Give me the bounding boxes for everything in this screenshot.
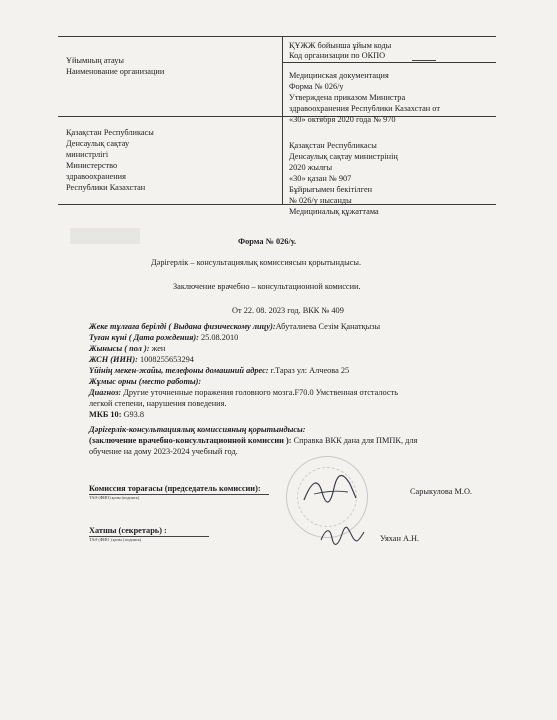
okpo-code-blank [412,60,436,61]
sex-label: Жынысы ( пол ): [89,344,150,353]
conclusion-value-2: обучение на дому 2023-2024 учебный год. [89,447,238,456]
ministry-ru-2: здравоохранения [66,172,126,181]
order-kz-3: 2020 жылғы [289,163,333,172]
workplace-row [89,377,201,387]
order-kz-5: Бұйрығымен бекітілген [289,185,373,194]
issued-to-value: Абуталиева Сезім Қанатқызы [275,322,381,331]
sex-row [89,344,165,354]
table-right-subdivider [282,62,496,63]
birth-date-value: 25.08.2010 [198,333,239,342]
order-kz-2: Денсаулық сақтау министрінің [289,152,398,161]
address-value: г.Тараз ул: Алчеова 25 [268,366,350,375]
form-title-ru: Заключение врачебно – консультационной комиссии. [173,282,361,291]
okpo-code-kz: ҚҰЖЖ бойынша ұйым коды [289,41,392,50]
diagnosis-value-1: Другие уточненные поражения головного мозга.F70.0 Умственная отсталость [121,388,398,397]
order-kz-1: Қазақстан Республикасы [289,141,377,150]
conclusion-row [89,436,417,446]
mkb-value: G93.8 [121,410,145,419]
ministry-kz-3: министрлігі [66,150,109,159]
ministry-kz-1: Қазақстан Республикасы [66,128,154,137]
conclusion-label-kz: Дәрігерлік-консультациялық комиссияның қорытындысы: [89,425,306,434]
chair-signature [300,470,360,510]
order-kz-6: № 026/у нысанды [289,196,352,205]
iin-row [89,355,194,365]
secretary-caption: ТАӘ (ФИО ) қолы ( подпись) [89,537,142,542]
conclusion-value-1: Справка ВКК дана для ПМПК, для [291,436,418,445]
chair-label: Комиссия торағасы (председатель комиссии): [89,484,261,493]
secretary-name: Уяхан А.Н. [380,534,420,543]
order-kz-4: «30» қазан № 907 [289,174,352,183]
faded-stamp-mark [70,228,140,244]
mkb-label: МКБ 10: [89,410,122,419]
med-doc-line-4: здравоохранения Республики Казахстан от [289,104,440,113]
chair-caption: ТАӘ (ФИО) қолы (подпись) [89,495,140,500]
table-bottom-border [58,204,496,205]
workplace-label: Жұмыс орны (место работы): [89,377,202,386]
order-kz-7: Медициналық құжаттама [289,207,379,216]
ministry-ru-1: Министерство [66,161,118,170]
table-middle-border [58,116,496,117]
birth-date-label: Туған күні ( Дата рождения): [89,333,199,342]
ministry-ru-3: Республики Казахстан [66,183,146,192]
diagnosis-row [89,388,398,398]
med-doc-line-5: «30» октября 2020 года № 970 [289,115,396,124]
org-name-ru: Наименование организации [66,67,165,76]
med-doc-line-1: Медицинская документация [289,71,389,80]
mkb-row [89,410,144,420]
okpo-code-ru: Код организации по ОКПО [289,51,386,60]
chair-name: Сарыкулова М.О. [410,487,473,496]
address-label: Үйінің мекен-жайы, телефоны домашний адрес: [89,366,269,375]
org-name-kz: Ұйымның атауы [66,56,124,65]
address-row [89,366,349,376]
iin-value: 1008255653294 [137,355,194,364]
sex-value: жен [149,344,166,353]
form-title-kz: Дәрігерлік – консультациялық комиссиясын қорытындысы. [151,258,362,267]
form-title: Форма № 026/у. [238,237,297,246]
ministry-kz-2: Денсаулық сақтау [66,139,130,148]
diagnosis-value-2: легкой степени, нарушения поведения. [89,399,227,408]
issued-to-row [89,322,380,332]
med-doc-line-3: Утверждена приказом Министра [289,93,406,102]
conclusion-label-ru: (заключение врачебно-консультационной комиссии ): [89,436,292,445]
diagnosis-label: Диагноз: [89,388,122,397]
secretary-signature [318,522,368,552]
birth-date-row [89,333,238,343]
secretary-label: Хатшы (секретарь) : [89,526,167,535]
issued-to-label: Жеке тұлғаға берілді ( Выдана физическому лицу): [89,322,276,331]
med-doc-line-2: Форма № 026/у [289,82,344,91]
iin-label: ЖСН (ИИН): [89,355,138,364]
table-top-border [58,36,496,37]
form-date-vkk: От 22. 08. 2023 год. ВКК № 409 [232,306,344,315]
